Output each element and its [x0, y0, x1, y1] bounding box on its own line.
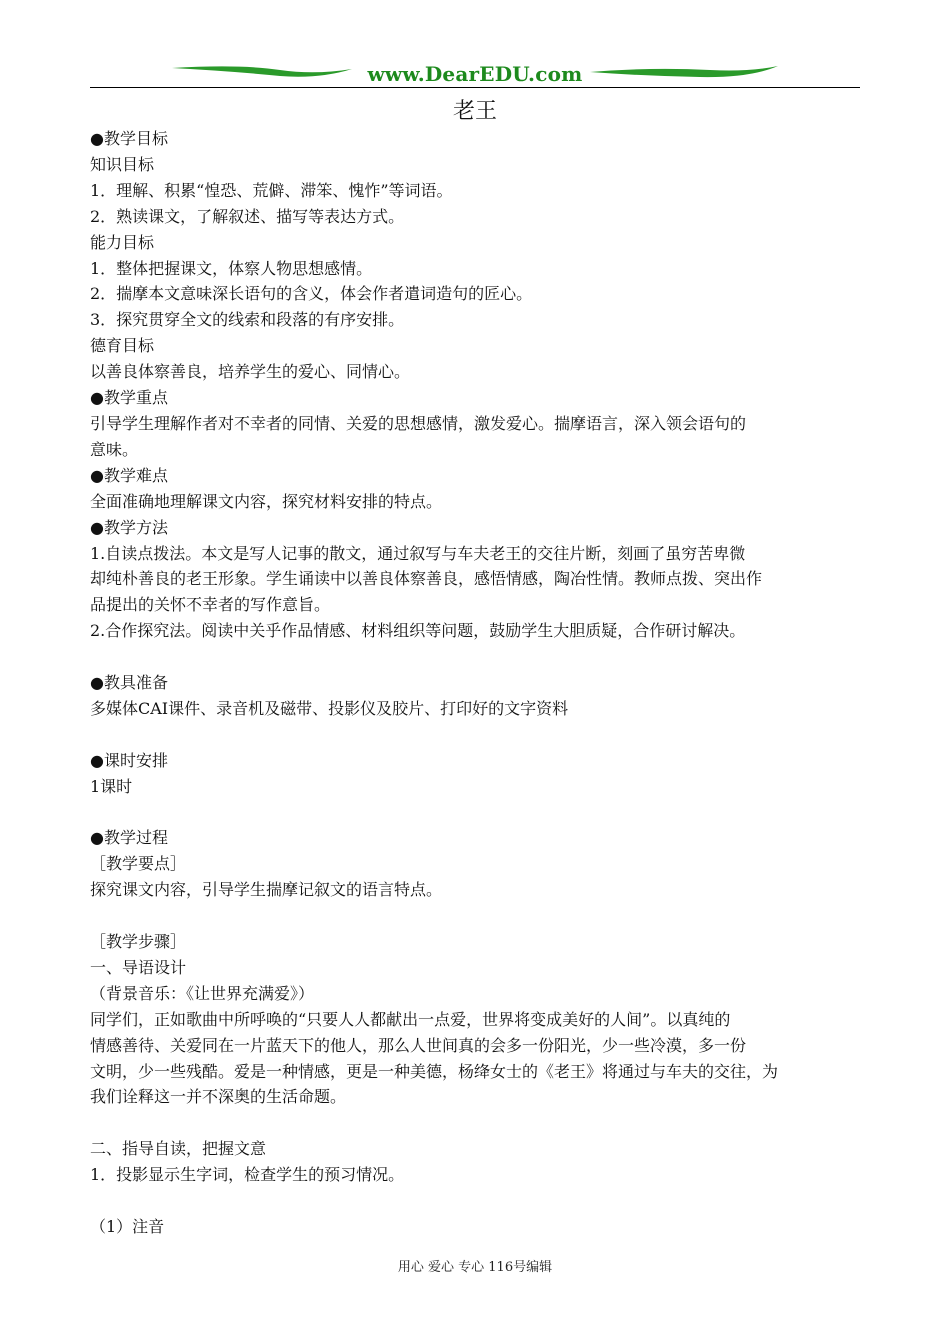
- blank-line: [90, 903, 862, 929]
- body-line: ●课时安排: [90, 750, 168, 770]
- body-line: ●教学重点: [90, 388, 168, 408]
- blank-line: [90, 1110, 862, 1136]
- page-footer: 用心 爱心 专心 116号编辑: [397, 1260, 553, 1275]
- body-line: 1.自读点拨法。本文是写人记事的散文，通过叙写与车夫老王的交往片断，刻画了虽穷苦卑微: [90, 543, 746, 563]
- body-line: 1．投影显示生字词，检查学生的预习情况。: [90, 1165, 405, 1185]
- body-line: ●教学过程: [90, 828, 168, 848]
- blank-line: [90, 644, 862, 670]
- header-rule: [90, 87, 860, 88]
- body-line: ●教学方法: [90, 517, 168, 537]
- body-line: 情感善待、关爱同在一片蓝天下的他人，那么人世间真的会多一份阳光，少一些冷漠，多一份: [90, 1035, 747, 1055]
- body-line: 却纯朴善良的老王形象。学生诵读中以善良体察善良，感悟情感，陶冶性情。教师点拨、突出作: [90, 569, 763, 589]
- body-line: 探究课文内容，引导学生揣摩记叙文的语言特点。: [90, 880, 443, 900]
- document-title: 老王: [452, 99, 497, 124]
- body-line: 全面准确地理解课文内容，探究材料安排的特点。: [90, 491, 443, 511]
- body-line: 2．熟读课文，了解叙述、描写等表达方式。: [90, 206, 405, 226]
- body-line: 意味。: [90, 439, 139, 459]
- body-line: 德育目标: [90, 336, 155, 356]
- body-line: 1课时: [90, 776, 133, 796]
- body-line: （1）注音: [90, 1216, 165, 1236]
- blank-line: [90, 800, 862, 826]
- body-line: 知识目标: [90, 154, 155, 174]
- body-line: ［教学步骤］: [90, 932, 187, 952]
- document-body: [90, 126, 862, 1240]
- body-line: ●教学难点: [90, 465, 168, 485]
- site-logo-text: www.DearEDU.com: [367, 62, 583, 86]
- site-header: [90, 58, 860, 92]
- body-line: 2．揣摩本文意味深长语句的含义，体会作者遣词造句的匠心。: [90, 284, 533, 304]
- blank-line: [90, 1188, 862, 1214]
- body-line: ●教具准备: [90, 673, 168, 693]
- body-line: 多媒体CAI课件、录音机及磁带、投影仪及胶片、打印好的文字资料: [90, 698, 569, 718]
- body-line: 2.合作探究法。阅读中关乎作品情感、材料组织等问题，鼓励学生大胆质疑，合作研讨解决。: [90, 621, 746, 641]
- body-line: ［教学要点］: [90, 854, 187, 874]
- body-line: 品提出的关怀不幸者的写作意旨。: [90, 595, 331, 615]
- body-line: 一、导语设计: [90, 957, 187, 977]
- body-line: 能力目标: [90, 232, 155, 252]
- body-line: 文明，少一些残酷。爱是一种情感，更是一种美德，杨绛女士的《老王》将通过与车夫的交往，为: [90, 1061, 779, 1081]
- body-line: （背景音乐：《让世界充满爱》）: [90, 983, 315, 1003]
- body-line: 1．整体把握课文，体察人物思想感情。: [90, 258, 373, 278]
- body-line: 以善良体察善良，培养学生的爱心、同情心。: [90, 362, 411, 382]
- body-line: 同学们，正如歌曲中所呼唤的“只要人人都献出一点爱，世界将变成美好的人间”。以真纯的: [90, 1009, 731, 1029]
- body-line: 二、指导自读，把握文意: [90, 1139, 267, 1159]
- body-line: 3．探究贯穿全文的线索和段落的有序安排。: [90, 310, 405, 330]
- body-line: 引导学生理解作者对不幸者的同情、关爱的思想感情，激发爱心。揣摩语言，深入领会语句的: [90, 413, 747, 433]
- body-line: 1．理解、积累“惶恐、荒僻、滞笨、愧怍”等词语。: [90, 180, 453, 200]
- body-line: ●教学目标: [90, 129, 168, 148]
- blank-line: [90, 722, 862, 748]
- body-line: 我们诠释这一并不深奥的生活命题。: [90, 1087, 347, 1107]
